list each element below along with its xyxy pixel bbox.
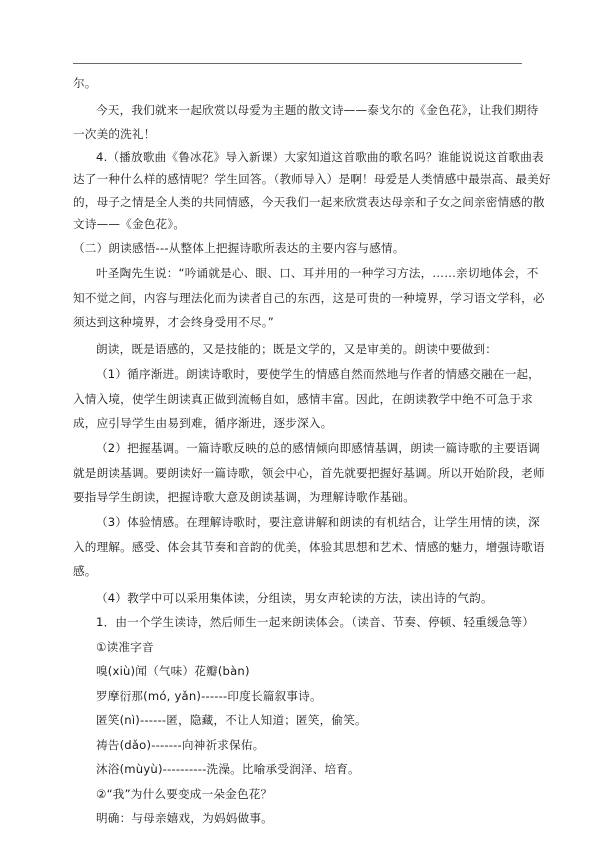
text-line: 1．由一个学生读诗，然后师生一起来朗读体会。（读音、节奏、停顿、轻重缓急等）: [96, 615, 535, 629]
text-line: 尔。: [73, 76, 97, 90]
text-line: 须达到这种境界，才会终身受用不尽。”: [73, 315, 274, 329]
text-line: 文诗——《金色花》。: [73, 217, 186, 231]
text-line: ②“我”为什么要变成一朵金色花？: [96, 787, 273, 801]
text-line: 嗅(xiù)闻（气味）花瓣(bàn): [96, 664, 250, 678]
text-line: （1）循序渐进。朗读诗歌时，要使学生的情感自然而然地与作者的情感交融在一起，: [96, 367, 540, 381]
text-line: 朗读，既是语感的，又是技能的；既是文学的，又是审美的。朗读中要做到：: [96, 342, 497, 356]
text-line: 成，应引导学生由易到难，循序渐进，逐步深入。: [73, 416, 333, 430]
text-line: （2）把握基调。一篇诗歌反映的总的感情倾向即感情基调，朗读一篇诗歌的主要语调: [96, 441, 540, 455]
text-line: 的，母子之情是全人类的共同情感，今天我们一起来欣赏表达母亲和子女之间亲密情感的散: [73, 195, 545, 209]
text-line: 匿笑(nì)------匿，隐藏，不让人知道；匿笑，偷笑。: [96, 713, 367, 727]
text-line: 4.（播放歌曲《鲁冰花》导入新课）大家知道这首歌曲的歌名吗？谁能说说这首歌曲表: [96, 150, 544, 164]
text-line: 就是朗读基调。要朗读好一篇诗歌，领会中心，首先就要把握好基调。所以开始阶段，老师: [73, 466, 545, 480]
text-line: 罗摩衍那(mó, yǎn)------印度长篇叙事诗。: [96, 689, 322, 703]
text-line: 入情入境，使学生朗读真正做到流畅自如，感情丰富。因此，在朗读教学中绝不可急于求: [73, 392, 533, 406]
text-line: 知不觉之间，内容与理法化而为读者自己的东西，这是可贵的一种境界，学习语文学科，必: [73, 291, 545, 305]
section-heading: （二）朗读感悟---从整体上把握诗歌所表达的主要内容与感情。: [73, 241, 405, 255]
text-line: （4）教学中可以采用集体读，分组读，男女声轮读的方法，读出诗的气韵。: [96, 591, 493, 605]
text-line: 一次美的洗礼！: [73, 127, 156, 141]
text-line: 沐浴(mùyù)----------洗澡。比喻承受润泽、培育。: [96, 762, 360, 776]
text-line: 达了一种什么样的感情呢？学生回答。（教师导入）是啊！母爱是人类情感中最崇高、最美好: [73, 172, 551, 186]
text-line: 要指导学生朗读，把握诗歌大意及朗读基调，为理解诗歌作基础。: [73, 490, 416, 504]
text-line: 叶圣陶先生说：“吟诵就是心、眼、口、耳并用的一种学习方法，……亲切地体会，不: [96, 266, 539, 280]
text-line: 明确：与母亲嬉戏，为妈妈做事。: [96, 811, 273, 825]
text-line: 入的理解。感受、体会其节奏和音韵的优美，体验其思想和艺术、情感的魅力，增强诗歌语: [73, 540, 545, 554]
text-line: （3）体验情感。在理解诗歌时，要注意讲解和朗读的有机结合，让学生用情的读，深: [96, 515, 540, 529]
text-line: 今天，我们就来一起欣赏以母爱为主题的散文诗——泰戈尔的《金色花》，让我们期待: [96, 103, 539, 117]
text-line: ①读准字音: [96, 640, 154, 654]
header-rule: [73, 63, 522, 64]
text-line: 祷告(dǎo)-------向神祈求保佑。: [96, 738, 265, 752]
text-line: 感。: [73, 564, 97, 578]
